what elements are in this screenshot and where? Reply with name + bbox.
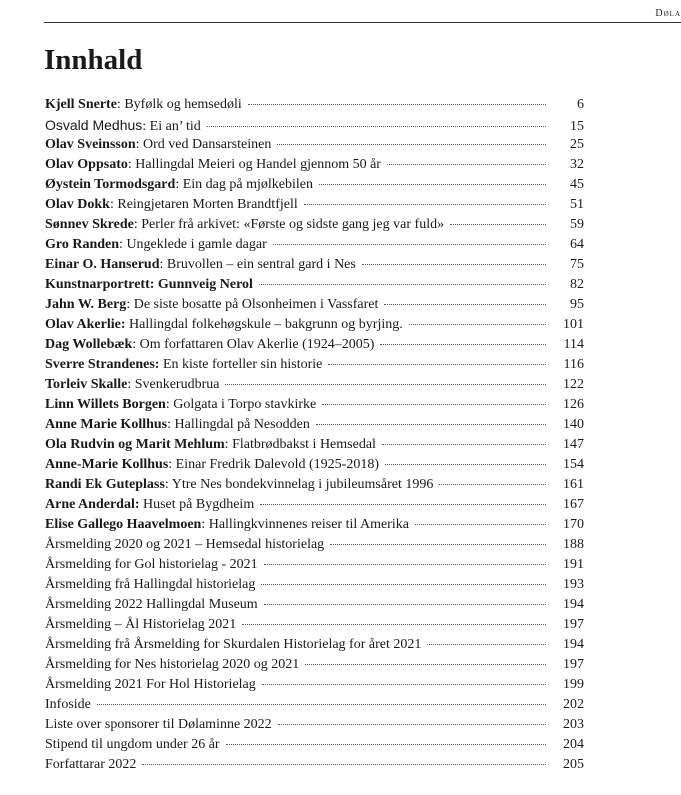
toc-separator: :	[126, 297, 134, 312]
toc-title: Ei an’ tid	[149, 119, 201, 134]
dot-leader	[260, 504, 546, 505]
toc-page-number: 51	[570, 197, 584, 212]
toc-entry[interactable]	[45, 175, 584, 195]
toc-entry-text	[45, 335, 374, 355]
dot-leader	[261, 584, 546, 585]
dot-leader	[409, 324, 546, 325]
toc-author: Torleiv Skalle	[45, 377, 128, 392]
toc-entry[interactable]	[45, 515, 584, 535]
toc-entry-text	[45, 595, 258, 615]
toc-page-number: 126	[563, 397, 584, 412]
toc-entry[interactable]	[45, 495, 584, 515]
toc-entry[interactable]	[45, 535, 584, 555]
toc-title: Ein dag på mjølkebilen	[182, 177, 313, 192]
dot-leader	[262, 684, 546, 685]
toc-page-number: 199	[563, 677, 584, 692]
dot-leader	[273, 244, 546, 245]
toc-page-number: 161	[563, 477, 584, 492]
header-rule	[44, 22, 681, 23]
dot-leader	[382, 444, 546, 445]
toc-title: Årsmelding for Nes historielag 2020 og 2021	[45, 657, 300, 672]
toc-separator: :	[164, 477, 172, 492]
toc-entry-text	[45, 195, 298, 215]
toc-title: Huset på Bygdheim	[143, 497, 255, 512]
toc-separator: :	[132, 337, 140, 352]
toc-author: Olav Akerlie:	[45, 317, 126, 332]
page-title: Innhald	[44, 44, 143, 76]
toc-title: Om forfattaren Olav Akerlie (1924–2005)	[139, 337, 375, 352]
toc-entry[interactable]	[45, 475, 584, 495]
dot-leader	[362, 264, 546, 265]
toc-entry-text	[45, 515, 409, 535]
toc-title: Hallingdal på Nesodden	[174, 417, 310, 432]
toc-entry[interactable]	[45, 575, 584, 595]
toc-separator: :	[165, 397, 174, 412]
toc-entry-text	[45, 655, 299, 675]
toc-author: Anne-Marie Kollhus	[45, 457, 169, 472]
toc-author: Dag Wollebæk	[45, 337, 133, 352]
toc-title: Einar Fredrik Dalevold (1925-2018)	[175, 457, 380, 472]
toc-title: Hallingkvinnenes reiser til Amerika	[208, 517, 409, 532]
toc-page-number: 32	[570, 157, 584, 172]
toc-author: Osvald Medhus	[45, 117, 143, 133]
toc-entry[interactable]	[45, 695, 584, 715]
toc-separator: :	[135, 137, 144, 152]
toc-title: Årsmelding – Ål Historielag 2021	[45, 617, 237, 632]
toc-entry-text	[45, 115, 201, 137]
toc-page-number: 122	[563, 377, 584, 392]
toc-entry[interactable]	[45, 255, 584, 275]
toc-author: Einar O. Hanserud	[45, 257, 160, 272]
dot-leader	[387, 164, 546, 165]
dot-leader	[380, 344, 546, 345]
dot-leader	[97, 704, 546, 705]
toc-author: Randi Ek Guteplass	[45, 477, 165, 492]
toc-separator: :	[127, 377, 135, 392]
toc-title: Byfølk og hemsedøli	[124, 97, 242, 112]
toc-entry[interactable]	[45, 635, 584, 655]
toc-separator: :	[224, 437, 233, 452]
dot-leader	[305, 664, 546, 665]
toc-title: Stipend til ungdom under 26 år	[45, 737, 220, 752]
toc-entry[interactable]	[45, 435, 584, 455]
toc-entry-text	[45, 315, 403, 335]
toc-page-number: 188	[563, 537, 584, 552]
toc-page-number: 154	[563, 457, 584, 472]
toc-entry-text	[45, 615, 236, 635]
toc-entry-text	[45, 695, 91, 715]
toc-separator: :	[133, 217, 142, 232]
toc-author: Linn Willets Borgen	[45, 397, 166, 412]
toc-separator: :	[116, 97, 125, 112]
dot-leader	[264, 604, 546, 605]
dot-leader	[278, 724, 546, 725]
toc-entry-text	[45, 715, 272, 735]
toc-author: Gro Randen	[45, 237, 120, 252]
toc-page-number: 75	[570, 257, 584, 272]
toc-title: Flatbrødbakst i Hemsedal	[232, 437, 376, 452]
toc-author: Elise Gallego Haavelmoen	[45, 517, 202, 532]
dot-leader	[142, 764, 546, 765]
toc-entry[interactable]	[45, 135, 584, 155]
toc-entry-text	[45, 735, 220, 755]
toc-separator: :	[201, 517, 209, 532]
toc-entry-text	[45, 575, 255, 595]
toc-entry-text	[45, 295, 378, 315]
toc-entry[interactable]	[45, 715, 584, 735]
table-of-contents	[45, 95, 584, 775]
toc-title: Golgata i Torpo stavkirke	[173, 397, 317, 412]
toc-entry[interactable]	[45, 595, 584, 615]
toc-title: Årsmelding for Gol historielag - 2021	[45, 557, 258, 572]
dot-leader	[264, 564, 546, 565]
toc-title: Ungeklede i gamle dagar	[126, 237, 267, 252]
toc-entry[interactable]	[45, 115, 584, 135]
toc-author: Olav Sveinsson	[45, 137, 136, 152]
dot-leader	[316, 424, 546, 425]
toc-title: Hallingdal folkehøgskule – bakgrunn og byrjing.	[129, 317, 403, 332]
toc-page-number: 64	[570, 237, 584, 252]
toc-entry-text	[45, 495, 254, 515]
toc-entry[interactable]	[45, 315, 584, 335]
toc-page-number: 167	[563, 497, 584, 512]
toc-entry[interactable]	[45, 395, 584, 415]
toc-entry-text	[45, 155, 381, 175]
dot-leader	[384, 304, 546, 305]
toc-entry[interactable]	[45, 555, 584, 575]
toc-page-number: 194	[563, 637, 584, 652]
toc-entry-text	[45, 255, 356, 275]
toc-page-number: 204	[563, 737, 584, 752]
toc-separator: :	[142, 119, 150, 134]
toc-entry-text	[45, 475, 433, 495]
toc-entry[interactable]	[45, 375, 584, 395]
toc-title: Årsmelding 2022 Hallingdal Museum	[45, 597, 258, 612]
toc-author: Olav Oppsato	[45, 157, 128, 172]
toc-entry-text	[45, 675, 256, 695]
dot-leader	[415, 524, 546, 525]
toc-entry-text	[45, 175, 313, 195]
toc-page-number: 95	[570, 297, 584, 312]
toc-page-number: 25	[570, 137, 584, 152]
toc-entry[interactable]	[45, 295, 584, 315]
toc-entry-text	[45, 395, 316, 415]
toc-entry[interactable]	[45, 195, 584, 215]
toc-page-number: 203	[563, 717, 584, 732]
toc-author: Kjell Snerte	[45, 97, 117, 112]
toc-page-number: 170	[563, 517, 584, 532]
toc-entry[interactable]	[45, 95, 584, 115]
toc-separator: :	[109, 197, 118, 212]
toc-entry[interactable]	[45, 655, 584, 675]
toc-page-number: 15	[570, 119, 584, 134]
toc-title: Årsmelding frå Årsmelding for Skurdalen Historielag for året 2021	[45, 637, 422, 652]
toc-page-number: 197	[563, 617, 584, 632]
toc-title: De siste bosatte på Olsonheimen i Vassfaret	[133, 297, 379, 312]
toc-title: Forfattarar 2022	[45, 757, 137, 772]
toc-entry[interactable]	[45, 235, 584, 255]
toc-entry-text	[45, 535, 324, 555]
toc-author: Ola Rudvin og Marit Mehlum	[45, 437, 225, 452]
toc-entry-text	[45, 275, 253, 295]
dot-leader	[427, 644, 546, 645]
toc-title: Infoside	[45, 697, 91, 712]
toc-author: Sønnev Skrede	[45, 217, 134, 232]
toc-separator: :	[168, 457, 176, 472]
toc-author: Sverre Strandenes:	[45, 357, 160, 372]
toc-entry[interactable]	[45, 155, 584, 175]
dot-leader	[330, 544, 546, 545]
toc-page-number: 205	[563, 757, 584, 772]
toc-page-number: 101	[563, 317, 584, 332]
running-head: Døla	[655, 8, 681, 19]
toc-entry-text	[45, 635, 421, 655]
dot-leader	[450, 224, 546, 225]
toc-title: Årsmelding 2020 og 2021 – Hemsedal historielag	[45, 537, 325, 552]
toc-entry[interactable]	[45, 415, 584, 435]
toc-entry[interactable]	[45, 755, 584, 775]
dot-leader	[242, 624, 546, 625]
dot-leader	[322, 404, 546, 405]
toc-entry-text	[45, 755, 136, 775]
toc-page-number: 202	[563, 697, 584, 712]
toc-author: Anne Marie Kollhus	[45, 417, 168, 432]
toc-entry[interactable]	[45, 215, 584, 235]
toc-entry-text	[45, 355, 322, 375]
dot-leader	[226, 744, 546, 745]
toc-separator: :	[119, 237, 127, 252]
toc-entry[interactable]	[45, 615, 584, 635]
toc-page-number: 114	[563, 337, 584, 352]
toc-page-number: 197	[563, 657, 584, 672]
toc-page-number: 45	[570, 177, 584, 192]
toc-entry[interactable]	[45, 355, 584, 375]
toc-author: Kunstnarportrett: Gunnveig Nerol	[45, 277, 253, 292]
toc-page-number: 194	[563, 597, 584, 612]
toc-entry-text	[45, 215, 444, 235]
toc-separator: :	[127, 157, 136, 172]
toc-entry-text	[45, 415, 310, 435]
toc-title: Ord ved Dansarsteinen	[143, 137, 272, 152]
dot-leader	[277, 144, 546, 145]
toc-author: Arne Anderdal:	[45, 497, 140, 512]
toc-entry-text	[45, 375, 219, 395]
dot-leader	[385, 464, 546, 465]
toc-title: Perler frå arkivet: «Første og sidste gang jeg var fuld»	[141, 217, 445, 232]
toc-entry[interactable]	[45, 275, 584, 295]
toc-title: Ytre Nes bondekvinnelag i jubileumsåret 1996	[171, 477, 434, 492]
toc-entry-text	[45, 95, 242, 115]
toc-author: Jahn W. Berg	[45, 297, 127, 312]
toc-separator: :	[175, 177, 183, 192]
toc-page-number: 6	[577, 97, 584, 112]
toc-page-number: 147	[563, 437, 584, 452]
toc-title: Årsmelding frå Hallingdal historielag	[45, 577, 256, 592]
toc-page-number: 59	[570, 217, 584, 232]
toc-author: Øystein Tormodsgard	[45, 177, 176, 192]
dot-leader	[248, 104, 546, 105]
toc-title: Årsmelding 2021 For Hol Historielag	[45, 677, 256, 692]
toc-entry[interactable]	[45, 675, 584, 695]
toc-page-number: 116	[563, 357, 584, 372]
toc-entry-text	[45, 455, 379, 475]
toc-entry-text	[45, 555, 258, 575]
toc-entry[interactable]	[45, 335, 584, 355]
dot-leader	[207, 126, 546, 127]
dot-leader	[225, 384, 546, 385]
toc-page-number: 191	[563, 557, 584, 572]
toc-page-number: 193	[563, 577, 584, 592]
toc-entry[interactable]	[45, 735, 584, 755]
toc-page-number: 82	[570, 277, 584, 292]
toc-separator: :	[167, 417, 175, 432]
toc-page-number: 140	[563, 417, 584, 432]
toc-entry-text	[45, 135, 271, 155]
dot-leader	[319, 184, 546, 185]
toc-author: Olav Dokk	[45, 197, 110, 212]
toc-entry-text	[45, 435, 376, 455]
dot-leader	[439, 484, 546, 485]
toc-title: Reingjetaren Morten Brandtfjell	[117, 197, 298, 212]
toc-entry[interactable]	[45, 455, 584, 475]
toc-title: Liste over sponsorer til Dølaminne 2022	[45, 717, 272, 732]
toc-title: Bruvollen – ein sentral gard i Nes	[166, 257, 356, 272]
toc-entry-text	[45, 235, 267, 255]
toc-title: Hallingdal Meieri og Handel gjennom 50 år	[135, 157, 381, 172]
dot-leader	[259, 284, 546, 285]
toc-title: Svenkerudbrua	[134, 377, 220, 392]
toc-title: En kiste forteller sin historie	[162, 357, 323, 372]
dot-leader	[304, 204, 546, 205]
toc-separator: :	[159, 257, 167, 272]
dot-leader	[328, 364, 546, 365]
